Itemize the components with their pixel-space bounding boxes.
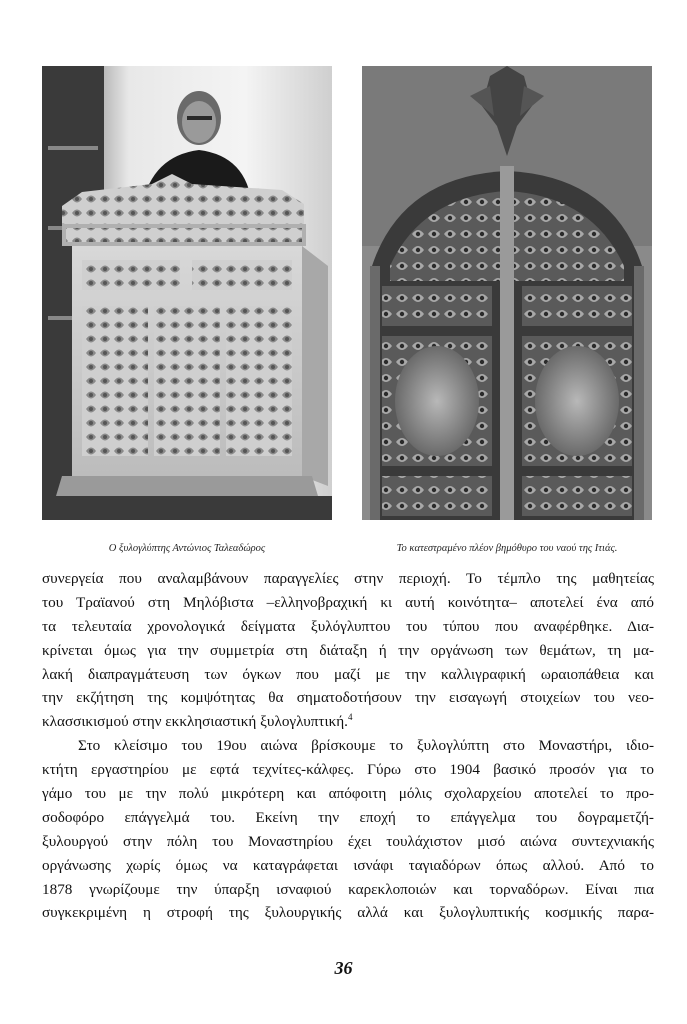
text-line: λακή διαπραγμάτευση των όγκων που μαζί με την καλλιγραφική ωραιοπάθεια και [42, 665, 654, 683]
text-line: ξυλουργού στην πόλη του Μοναστηρίου έχει τουλάχιστον μισό αιώνα συντεχνιακής [42, 832, 654, 850]
text-line: γάμο του με την πολύ μικρότερη και απόφοιτη μόλις σχολαρχείου αποτελεί το προ- [42, 785, 654, 803]
sanctuary-door-photo [362, 66, 652, 520]
text-line: κρίνεται όμως για την συμμετρία στη διάταξη ή την οργάνωση των θεμάτων, τη μα- [42, 641, 654, 659]
left-figure-caption: Ο ξυλογλύπτης Αντώνιος Ταλεαδώρος [108, 543, 266, 554]
page-number: 36 [334, 958, 353, 978]
text-line: 1878 γνωρίζουμε την ύπαρξη ισναφιού καρεκλοποιών και τορναδόρων. Είναι πια [42, 880, 654, 898]
text-line: συνεργεία που αναλαμβάνουν παραγγελίες στην περιοχή. Το τέμπλο της μαθητείας [42, 570, 654, 587]
text-line: οργάνωσης χωρίς όμως να καταγράφεται ισνάφι ταγιαδόρων όπως αλλού. Από το [42, 856, 654, 874]
text-line: Στο κλείσιμο του 19ου αιώνα βρίσκουμε το ξυλογλύπτη στο Μοναστήρι, ιδιο- [78, 737, 654, 755]
footnote-mark: 4 [347, 712, 353, 723]
text-line: συγκεκριμένη η στροφή της ξυλουργικής αλλά και ξυλογλυπτικής κοσμικής παρα- [42, 904, 654, 922]
text-line: σοδοφόρο επάγγελμά του. Εκείνη την εποχή το επάγγελμα του δογραμετζή- [42, 808, 654, 826]
text-line: τα τελευταία χρονολογικά δείγματα ξυλόγλυπτου του τύπου που αναφέρθηκε. Δια- [42, 617, 654, 635]
body-text [42, 567, 654, 925]
text-line-content: κλασσικισμού στην εκκλησιαστική ξυλογλυπτική. [42, 713, 348, 731]
text-line [42, 710, 654, 734]
text-line: κτήτη εργαστηρίου με εφτά τεχνίτες-κάλφες. Γύρω στο 1904 βασικό προσόν για το [42, 761, 654, 779]
text-line: του Τραϊανού στη Μηλόβιστα –ελληνοβραχική κι αυτή κοινότητα– αποτελεί ένα από [42, 593, 654, 611]
woodcarver-photo [42, 66, 332, 520]
right-figure-caption: Το κατεστραμένο πλέον βημόθυρο του ναού της Ιτιάς. [396, 543, 618, 554]
text-line: την εκζήτηση της κομψότητας θα σηματοδοτήσουν την εισαγωγή στοιχείων του νεο- [42, 689, 654, 707]
